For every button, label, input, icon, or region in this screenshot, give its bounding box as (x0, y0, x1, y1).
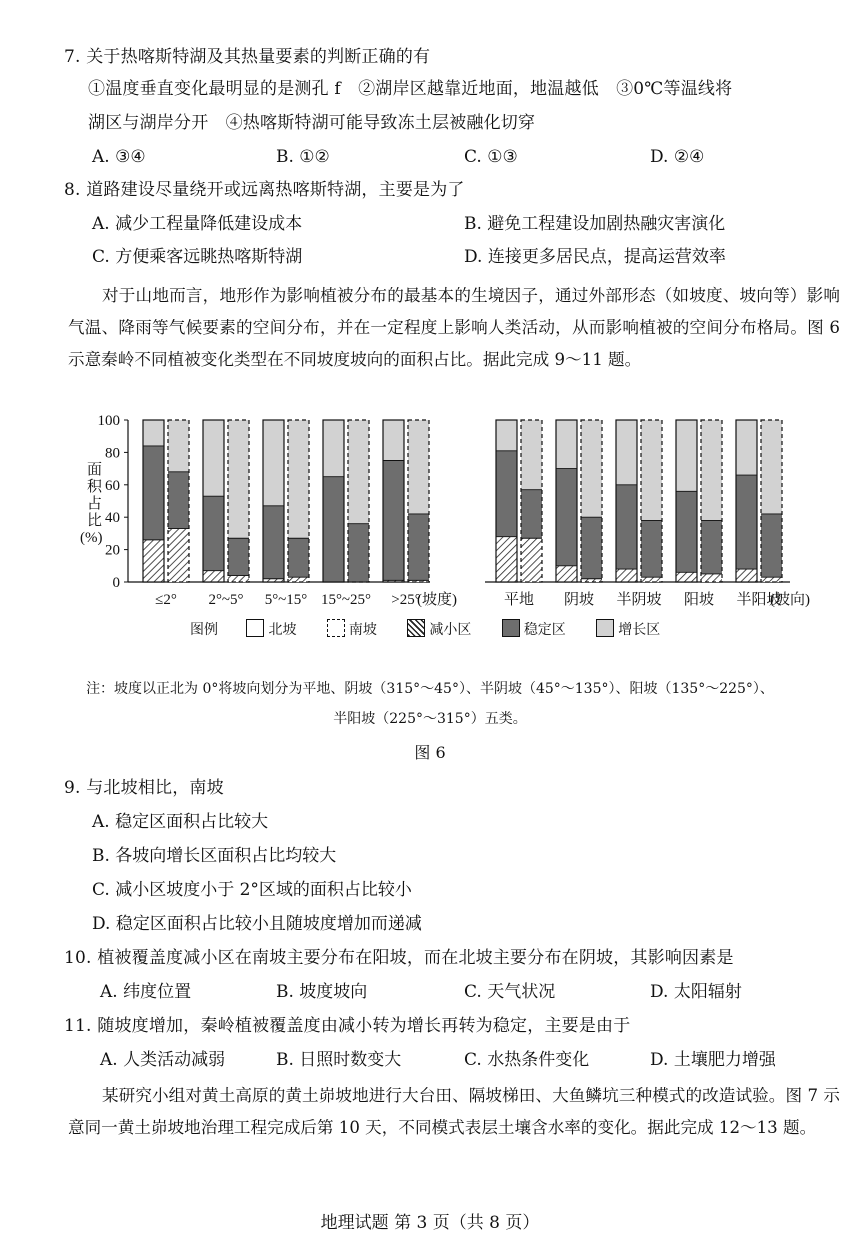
bar-segment-slope-3-south-增长区 (348, 420, 369, 524)
bar-segment-slope-0-south-稳定区 (168, 472, 189, 529)
bar-segment-aspect-0-south-稳定区 (521, 490, 542, 539)
y-tick-label: 40 (105, 510, 120, 527)
bar-segment-aspect-4-north-稳定区 (736, 475, 757, 569)
q8-option-b: B. 避免工程建设加剧热融灾害演化 (464, 214, 726, 234)
y-tick-label: 20 (105, 542, 120, 559)
bar-segment-aspect-1-north-稳定区 (556, 469, 577, 566)
legend-south-slope-swatch (327, 619, 345, 637)
legend-decrease-label: 减小区 (429, 622, 472, 638)
legend-title: 图例 (190, 622, 218, 638)
bar-segment-slope-2-south-增长区 (288, 420, 309, 538)
bar-segment-aspect-3-north-增长区 (676, 420, 697, 491)
bar-segment-aspect-2-south-增长区 (641, 420, 662, 520)
q11-option-c: C. 水热条件变化 (464, 1050, 590, 1070)
x-tick-label: 阳坡 (683, 592, 715, 608)
bar-segment-aspect-2-north-稳定区 (616, 485, 637, 569)
x-axis-title: (坡向) (770, 592, 810, 608)
bar-segment-aspect-4-south-减小区 (761, 577, 782, 582)
bar-segment-aspect-2-south-稳定区 (641, 520, 662, 577)
q10-option-d: D. 太阳辐射 (650, 982, 742, 1002)
legend-north-slope-label: 北坡 (268, 622, 297, 638)
y-axis-title-char-4: 比 (87, 513, 103, 529)
x-axis-title: (坡度) (417, 592, 457, 608)
legend-north-slope-swatch (246, 619, 264, 637)
bar-segment-aspect-1-north-增长区 (556, 420, 577, 469)
x-tick-label: 半阳坡 (736, 592, 782, 608)
q7-option-b: B. ①② (276, 147, 330, 167)
x-tick-label: 5°~15° (264, 592, 308, 608)
bar-segment-slope-4-south-稳定区 (408, 514, 429, 580)
q11-option-b: B. 日照时数变大 (276, 1050, 402, 1070)
q11-option-d: D. 土壤肥力增强 (650, 1050, 776, 1070)
y-axis-title-char-2: 积 (87, 479, 103, 495)
legend-increase-label: 增长区 (618, 622, 661, 638)
figure-note-line2: 半阳坡（225°～315°）五类。 (333, 711, 527, 727)
bar-segment-aspect-3-south-减小区 (701, 574, 722, 582)
legend-south-slope-label: 南坡 (348, 622, 377, 638)
bar-segment-slope-2-south-减小区 (288, 577, 309, 582)
bar-segment-aspect-3-south-稳定区 (701, 520, 722, 573)
figure-note-line1: 注：坡度以正北为 0°将坡向划分为平地、阴坡（315°～45°）、半阴坡（45°～135°）、阳坡（135°～225°）、 (86, 681, 774, 697)
bar-segment-slope-4-north-稳定区 (383, 461, 404, 581)
plot-area (98, 413, 811, 608)
x-tick-label: 半阴坡 (616, 592, 662, 608)
bar-segment-aspect-4-north-增长区 (736, 420, 757, 475)
q9-option-c: C. 减小区坡度小于 2°区域的面积占比较小 (92, 880, 412, 900)
bar-segment-slope-0-north-稳定区 (143, 446, 164, 540)
bar-segment-aspect-2-north-减小区 (616, 569, 637, 582)
q7-option-a: A. ③④ (92, 147, 146, 167)
bar-segment-slope-3-north-稳定区 (323, 477, 344, 582)
q10-stem: 10. 植被覆盖度减小区在南坡主要分布在阳坡，而在北坡主要分布在阴坡，其影响因素是 (64, 948, 734, 968)
q10-option-b: B. 坡度坡向 (276, 982, 368, 1002)
bar-segment-aspect-3-south-增长区 (701, 420, 722, 520)
bar-segment-slope-4-north-增长区 (383, 420, 404, 461)
bar-segment-slope-0-north-减小区 (143, 540, 164, 582)
page-footer: 地理试题 第 3 页（共 8 页） (320, 1213, 540, 1233)
x-tick-label: ≤2° (155, 592, 177, 608)
bar-segment-aspect-1-north-减小区 (556, 566, 577, 582)
bar-segment-aspect-2-north-增长区 (616, 420, 637, 485)
bar-segment-aspect-4-south-增长区 (761, 420, 782, 514)
bar-segment-aspect-0-south-增长区 (521, 420, 542, 490)
q10-option-c: C. 天气状况 (464, 982, 556, 1002)
y-tick-label: 0 (112, 575, 120, 591)
bar-segment-aspect-0-north-减小区 (496, 537, 517, 582)
q7-option-c: C. ①③ (464, 147, 518, 167)
q7-option-d: D. ②④ (650, 147, 705, 167)
figure-6-chart (0, 410, 860, 650)
bar-segment-slope-1-south-稳定区 (228, 538, 249, 575)
q9-option-b: B. 各坡向增长区面积占比均较大 (92, 846, 337, 866)
q7-line1: ①温度垂直变化最明显的是测孔 f ②湖岸区越靠近地面，地温越低 ③0℃等温线将 (88, 79, 733, 99)
bar-segment-slope-2-south-稳定区 (288, 538, 309, 577)
bar-segment-aspect-2-south-减小区 (641, 577, 662, 582)
bar-segment-aspect-1-south-增长区 (581, 420, 602, 517)
q8-option-c: C. 方便乘客远眺热喀斯特湖 (92, 247, 303, 267)
bar-segment-slope-0-south-减小区 (168, 529, 189, 582)
x-tick-label: 阴坡 (563, 592, 595, 608)
x-tick-label: >25° (391, 592, 421, 608)
legend-decrease-swatch (407, 619, 425, 637)
bar-segment-slope-1-north-减小区 (203, 571, 224, 582)
x-tick-label: 平地 (503, 592, 535, 608)
bar-segment-slope-1-north-增长区 (203, 420, 224, 496)
q9-option-d: D. 稳定区面积占比较小且随坡度增加而递减 (92, 914, 422, 934)
bar-segment-aspect-0-north-稳定区 (496, 451, 517, 537)
passage-2: 某研究小组对黄土高原的黄土峁坡地进行大台田、隔坡梯田、大鱼鳞坑三种模式的改造试验。图 7 示意同一黄土峁坡地治理工程完成后第 10 天，不同模式表层土壤含水率的变化。据此完成 12～13 题。 (68, 1086, 840, 1137)
q7-stem: 7. 关于热喀斯特湖及其热量要素的判断正确的有 (64, 47, 431, 67)
q11-option-a: A. 人类活动减弱 (100, 1050, 226, 1070)
q10-option-a: A. 纬度位置 (100, 982, 192, 1002)
bar-segment-aspect-1-south-减小区 (581, 579, 602, 582)
legend-increase-swatch (596, 619, 614, 637)
bar-segment-aspect-0-north-增长区 (496, 420, 517, 451)
q9-stem: 9. 与北坡相比，南坡 (64, 778, 224, 798)
y-tick-label: 100 (97, 413, 120, 429)
bar-segment-aspect-3-north-稳定区 (676, 491, 697, 572)
y-axis-title-char-1: 面 (87, 462, 103, 478)
bar-segment-aspect-4-north-减小区 (736, 569, 757, 582)
y-tick-label: 80 (105, 445, 120, 462)
y-axis-title-char-3: 占 (87, 496, 103, 512)
x-tick-label: 15°~25° (320, 592, 372, 608)
q8-option-d: D. 连接更多居民点，提高运营效率 (464, 247, 726, 267)
q11-stem: 11. 随坡度增加，秦岭植被覆盖度由减小转为增长再转为稳定，主要是由于 (64, 1016, 631, 1036)
bar-segment-slope-1-south-减小区 (228, 576, 249, 582)
y-axis-title-unit: (%) (80, 530, 103, 546)
legend-stable-label: 稳定区 (523, 622, 566, 638)
bar-segment-slope-2-north-增长区 (263, 420, 284, 506)
q9-option-a: A. 稳定区面积占比较大 (92, 812, 269, 832)
figure-caption: 图 6 (414, 743, 446, 762)
passage-1: 对于山地而言，地形作为影响植被分布的最基本的生境因子，通过外部形态（如坡度、坡向等）影响气温、降雨等气候要素的空间分布，并在一定程度上影响人类活动，从而影响植被的空间分布格局。图 6 示意秦岭不同植被变化类型在不同坡度坡向的面积占比。据此完成 9～11 题。 (68, 286, 840, 369)
q8-stem: 8. 道路建设尽量绕开或远离热喀斯特湖，主要是为了 (64, 180, 465, 200)
bar-segment-slope-1-south-增长区 (228, 420, 249, 538)
bar-segment-aspect-1-south-稳定区 (581, 517, 602, 579)
bar-segment-slope-0-north-增长区 (143, 420, 164, 446)
bar-segment-slope-0-south-增长区 (168, 420, 189, 472)
x-tick-label: 2°~5° (208, 592, 244, 608)
bar-segment-slope-3-north-增长区 (323, 420, 344, 477)
y-tick-label: 60 (105, 477, 120, 494)
bar-segment-aspect-4-south-稳定区 (761, 514, 782, 577)
bar-segment-aspect-3-north-减小区 (676, 572, 697, 582)
legend-stable-swatch (502, 619, 520, 637)
q7-line2: 湖区与湖岸分开 ④热喀斯特湖可能导致冻土层被融化切穿 (88, 113, 536, 133)
chart-legend (190, 619, 660, 641)
bar-segment-slope-4-south-增长区 (408, 420, 429, 514)
q8-option-a: A. 减少工程量降低建设成本 (92, 214, 303, 234)
bar-segment-slope-3-south-稳定区 (348, 524, 369, 582)
bar-segment-slope-1-north-稳定区 (203, 496, 224, 571)
bar-segment-aspect-0-south-减小区 (521, 538, 542, 582)
bar-segment-slope-2-north-稳定区 (263, 506, 284, 579)
